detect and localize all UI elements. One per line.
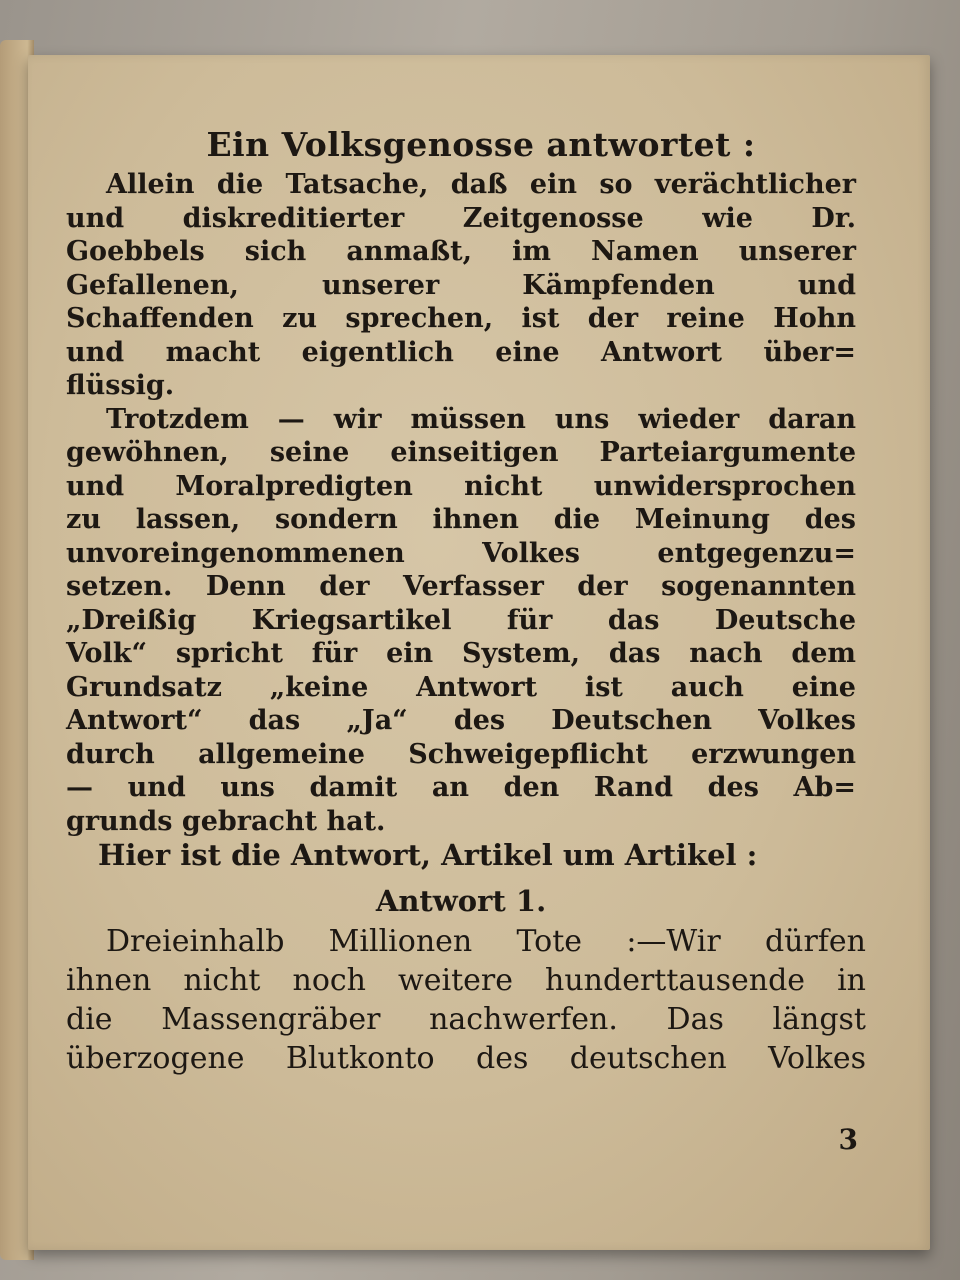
text-line: Schaffenden zu sprechen, ist der reine Hohn [66,303,856,334]
text-line: unvoreingenommenen Volkes entgegenzu= [66,537,856,569]
text-line: grunds gebracht hat. [66,805,386,837]
text-line: Allein die Tatsache, daß ein so verächtlicher [106,169,856,200]
answer-title: Antwort 1. [375,884,547,918]
paragraph-2 [66,403,856,839]
paragraph-1 [66,168,856,403]
subheading: Hier ist die Antwort, Artikel um Artikel : [98,838,758,872]
text-line: flüssig. [66,370,175,401]
text-line: Volk“ spricht für ein System, das nach dem [66,638,856,669]
text-line: und macht eigentlich eine Antwort über= [66,336,856,368]
text-line: Trotzdem — wir müssen uns wieder daran [106,403,856,435]
text-line: setzen. Denn der Verfasser der sogenannten [66,571,856,602]
text-line: zu lassen, sondern ihnen die Meinung des [66,504,856,535]
text-line: durch allgemeine Schweigepflicht erzwungen [66,738,856,770]
page-heading: Ein Volksgenosse antwortet : [206,125,756,164]
text-line: Goebbels sich anmaßt, im Namen unserer [66,236,856,267]
text-line: gewöhnen, seine einseitigen Parteiargumente [66,437,856,468]
page-number: 3 [838,1123,858,1156]
answer-paragraph [66,922,866,1078]
booklet-page [28,55,930,1250]
text-line: Dreieinhalb Millionen Tote :—Wir dürfen [106,924,866,959]
page-text [66,125,866,1078]
text-line: ihnen nicht noch weitere hunderttausende in [66,963,866,998]
text-line: Grundsatz „keine Antwort ist auch eine [66,671,856,703]
text-line: „Dreißig Kriegsartikel für das Deutsche [66,604,856,636]
text-line: — und uns damit an den Rand des Ab= [66,772,856,803]
text-line: und Moralpredigten nicht unwidersprochen [66,470,856,502]
text-line: Gefallenen, unserer Kämpfenden und [66,269,856,301]
text-line: Antwort“ das „Ja“ des Deutschen Volkes [66,705,856,736]
text-line: überzogene Blutkonto des deutschen Volkes [66,1041,866,1076]
text-line: die Massengräber nachwerfen. Das längst [66,1002,866,1037]
text-line: und diskreditierter Zeitgenosse wie Dr. [66,202,856,234]
